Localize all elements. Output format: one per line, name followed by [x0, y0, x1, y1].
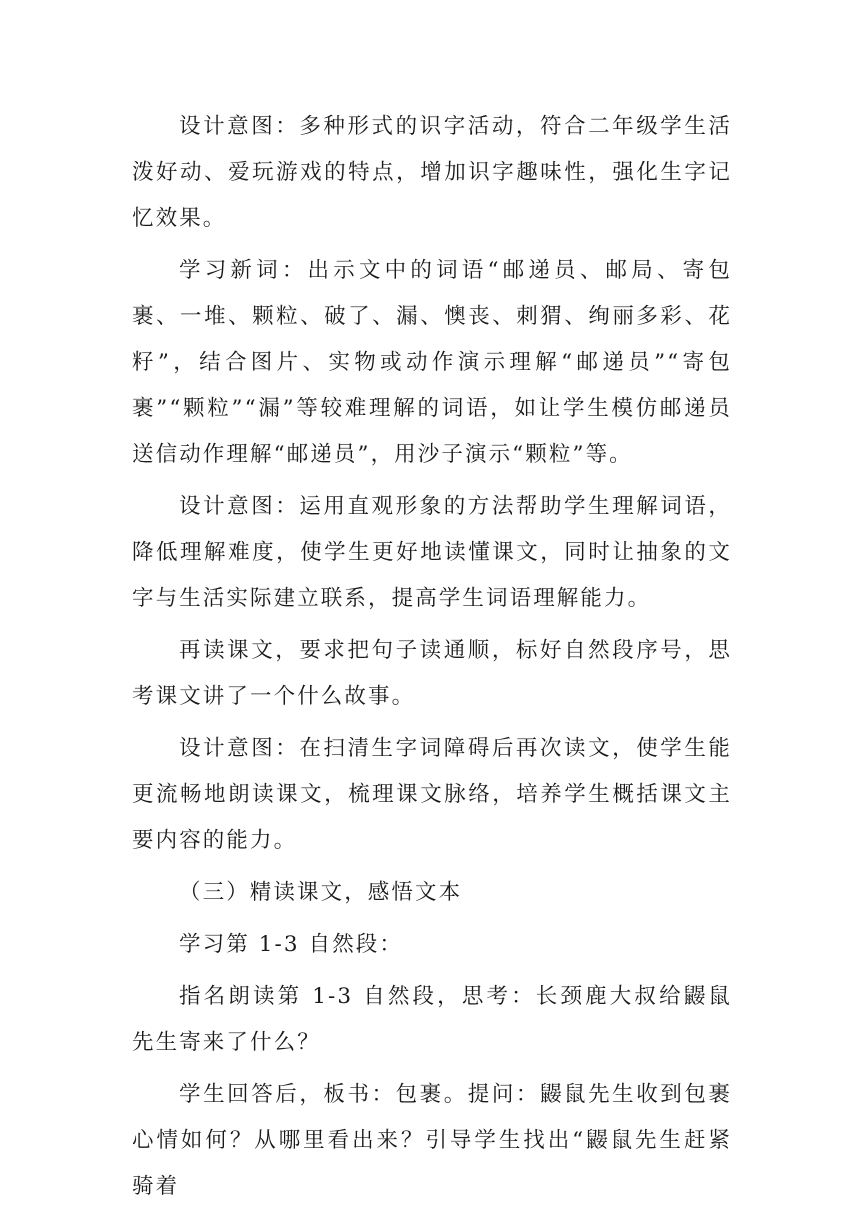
paragraph-learn-new-words: 学习新词：出示文中的词语“邮递员、邮局、寄包裹、一堆、颗粒、破了、漏、懊丧、刺猬、绚丽多彩、花籽”，结合图片、实物或动作演示理解“邮递员”“寄包裹”“颗粒”“漏”等较难理解的词语，如让学生模仿邮递员送信动作理解“邮递员”，用沙子演示“颗粒”等。: [132, 258, 732, 467]
paragraph-design-intent-3: 设计意图：在扫清生字词障碍后再次读文，使学生能更流畅地朗读课文，梳理课文脉络，培养学生概括课文主要内容的能力。: [132, 736, 732, 853]
paragraph-design-intent-2: 设计意图：运用直观形象的方法帮助学生理解词语，降低理解难度，使学生更好地读懂课文，同时让抽象的文字与生活实际建立联系，提高学生词语理解能力。: [132, 494, 732, 611]
paragraph-student-answer: 学生回答后，板书：包裹。提问：鼹鼠先生收到包裹心情如何？从哪里看出来？引导学生找出“鼹鼠先生赶紧骑着: [132, 1082, 732, 1199]
paragraph-study-section: 学习第 1-3 自然段：: [179, 932, 403, 957]
document-page: [132, 104, 732, 1216]
paragraph-reread-text: 再读课文，要求把句子读通顺，标好自然段序号，思考课文讲了一个什么故事。: [132, 638, 732, 709]
section-heading: （三）精读课文，感悟文本: [179, 880, 463, 905]
paragraph-design-intent-1: 设计意图：多种形式的识字活动，符合二年级学生活泼好动、爱玩游戏的特点，增加识字趣味性，强化生字记忆效果。: [132, 114, 732, 231]
paragraph-read-aloud: 指名朗读第 1-3 自然段，思考：长颈鹿大叔给鼹鼠先生寄来了什么？: [132, 984, 732, 1055]
